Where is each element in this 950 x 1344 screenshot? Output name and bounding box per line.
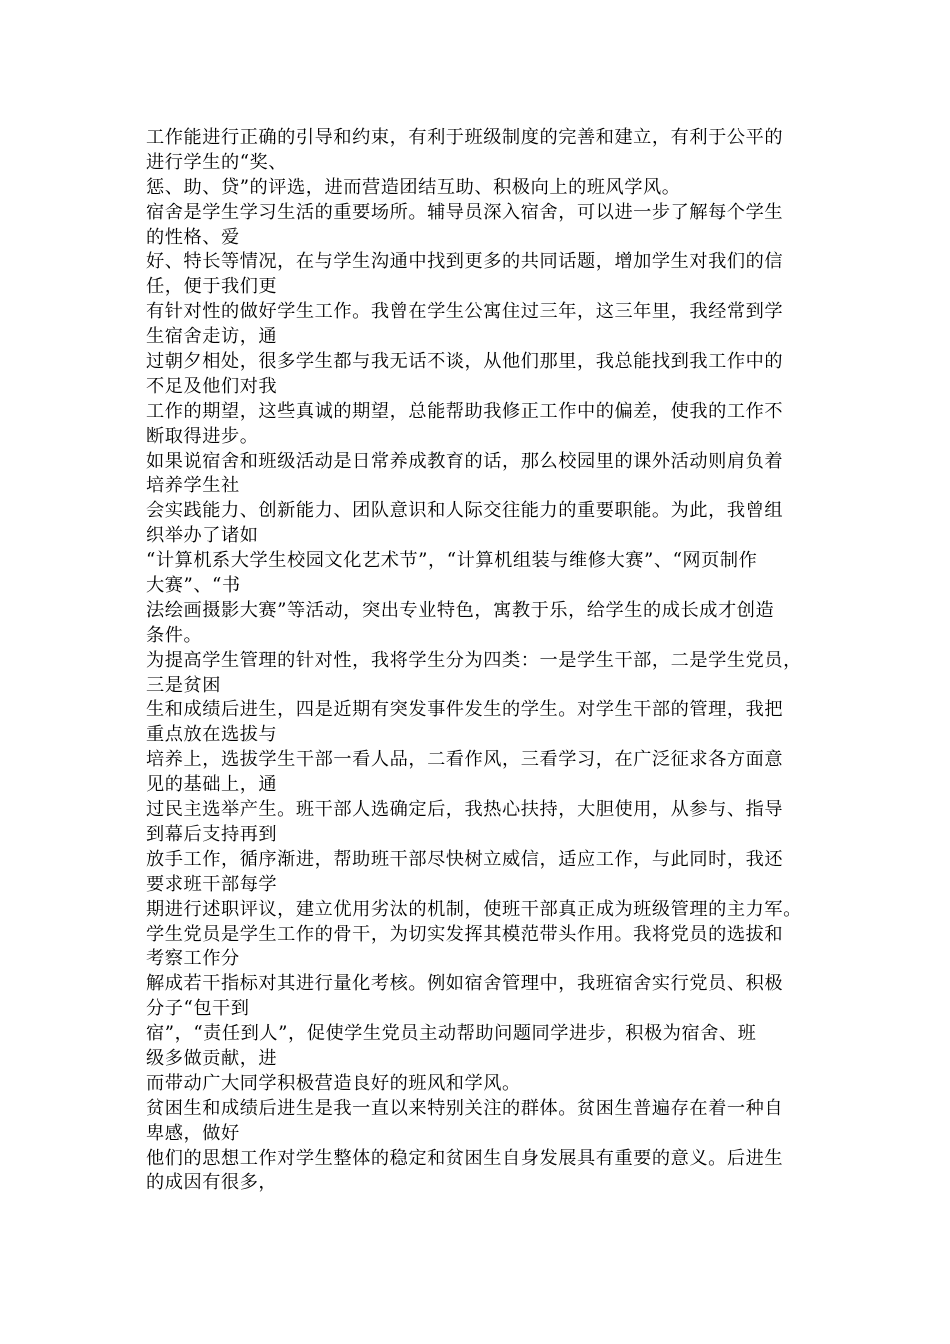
text-line: 任，便于我们更 bbox=[146, 276, 278, 298]
text-line: 过朝夕相处，很多学生都与我无话不谈，从他们那里，我总能找到我工作中的 bbox=[146, 351, 784, 373]
text-line: 生和成绩后进生，四是近期有突发事件发生的学生。对学生干部的管理，我把 bbox=[146, 699, 784, 721]
text-line: 进行学生的“奖、 bbox=[146, 151, 288, 173]
text-line: 条件。 bbox=[146, 624, 203, 646]
text-line: 的成因有很多， bbox=[146, 1172, 278, 1194]
text-line: 会实践能力、创新能力、团队意识和人际交往能力的重要职能。为此，我曾组 bbox=[146, 500, 784, 522]
text-line: 他们的思想工作对学生整体的稳定和贫困生自身发展具有重要的意义。后进生 bbox=[146, 1147, 784, 1169]
text-line: 好、特长等情况，在与学生沟通中找到更多的共同话题，增加学生对我们的信 bbox=[146, 251, 784, 273]
text-line: 工作的期望，这些真诚的期望，总能帮助我修正工作中的偏差，使我的工作不 bbox=[146, 400, 784, 422]
text-line: 织举办了诸如 bbox=[146, 525, 259, 547]
text-line: 的性格、爱 bbox=[146, 226, 240, 248]
text-line: 有针对性的做好学生工作。我曾在学生公寓住过三年，这三年里，我经常到学 bbox=[146, 301, 784, 323]
text-line: 卑感，做好 bbox=[146, 1122, 240, 1144]
text-line: 培养上，选拔学生干部一看人品，二看作风，三看学习，在广泛征求各方面意 bbox=[146, 749, 784, 771]
text-line: 惩、助、贷”的评选，进而营造团结互助、积极向上的班风学风。 bbox=[146, 176, 681, 198]
text-line: 过民主选举产生。班干部人选确定后，我热心扶持，大胆使用，从参与、指导 bbox=[146, 799, 784, 821]
text-line: 分子“包干到 bbox=[146, 998, 250, 1020]
text-line: 宿”，“责任到人”，促使学生党员主动帮助问题同学进步，积极为宿舍、班 bbox=[146, 1023, 757, 1045]
text-line: 到幕后支持再到 bbox=[146, 823, 278, 845]
text-line: “计算机系大学生校园文化艺术节”，“计算机组装与维修大赛”、“网页制作 bbox=[146, 550, 758, 572]
text-line: 级多做贡献，进 bbox=[146, 1047, 278, 1069]
text-line: 不足及他们对我 bbox=[146, 375, 278, 397]
text-line: 重点放在选拔与 bbox=[146, 724, 278, 746]
text-line: 大赛”、“书 bbox=[146, 575, 241, 597]
text-line: 而带动广大同学积极营造良好的班风和学风。 bbox=[146, 1072, 521, 1094]
text-line: 生宿舍走访，通 bbox=[146, 326, 278, 348]
text-line: 解成若干指标对其进行量化考核。例如宿舍管理中，我班宿舍实行党员、积极 bbox=[146, 973, 784, 995]
text-line: 培养学生社 bbox=[146, 475, 240, 497]
document-body bbox=[146, 126, 826, 1196]
text-line: 法绘画摄影大赛”等活动，突出专业特色，寓教于乐，给学生的成长成才创造 bbox=[146, 599, 775, 621]
text-line: 见的基础上，通 bbox=[146, 774, 278, 796]
text-line: 期进行述职评议，建立优用劣汰的机制，使班干部真正成为班级管理的主力军。 bbox=[146, 898, 802, 920]
text-line: 学生党员是学生工作的骨干，为切实发挥其模范带头作用。我将党员的选拔和 bbox=[146, 923, 784, 945]
text-line: 工作能进行正确的引导和约束，有利于班级制度的完善和建立，有利于公平的 bbox=[146, 127, 784, 148]
text-line: 断取得进步。 bbox=[146, 425, 259, 447]
text-line: 为提高学生管理的针对性，我将学生分为四类：一是学生干部，二是学生党员， bbox=[146, 649, 802, 671]
text-line: 考察工作分 bbox=[146, 948, 240, 970]
text-line: 如果说宿舍和班级活动是日常养成教育的话，那么校园里的课外活动则肩负着 bbox=[146, 450, 784, 472]
text-line: 宿舍是学生学习生活的重要场所。辅导员深入宿舍，可以进一步了解每个学生 bbox=[146, 201, 784, 223]
text-line: 放手工作，循序渐进，帮助班干部尽快树立威信，适应工作，与此同时，我还 bbox=[146, 848, 784, 870]
text-line: 贫困生和成绩后进生是我一直以来特别关注的群体。贫困生普遍存在着一种自 bbox=[146, 1097, 784, 1119]
text-line: 要求班干部每学 bbox=[146, 873, 278, 895]
text-line: 三是贫困 bbox=[146, 674, 221, 696]
